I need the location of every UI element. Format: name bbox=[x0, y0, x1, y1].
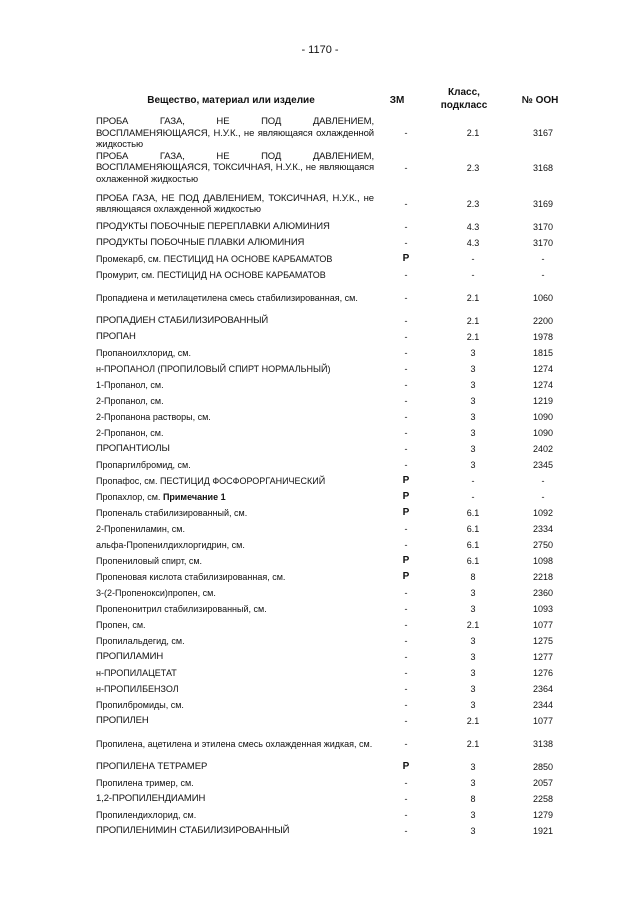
substance-text: Пропафос, см. ПЕСТИЦИД ФОСФОРОРГАНИЧЕСКИЙ bbox=[96, 475, 326, 486]
zm-value: - bbox=[404, 793, 408, 804]
un-number-value: 1279 bbox=[532, 809, 554, 820]
substance-name bbox=[96, 604, 374, 615]
zm-value: - bbox=[404, 683, 408, 694]
class-value: 3 bbox=[470, 363, 476, 374]
note-reference: Примечание 1 bbox=[162, 491, 226, 502]
substance-text: Пропилена, ацетилена и этилена смесь охлажденная жидкая, см. bbox=[96, 738, 373, 749]
table-body bbox=[96, 116, 578, 839]
table-row bbox=[96, 681, 578, 697]
zm-value: - bbox=[404, 162, 408, 173]
substance-name bbox=[96, 761, 374, 773]
zm-value: - bbox=[404, 809, 408, 820]
un-number-value: 1077 bbox=[532, 619, 554, 630]
substance-text: ПРОБА ГАЗА, НЕ ПОД ДАВЛЕНИЕМ, ВОСПЛАМЕНЯЮЩАЯСЯ, ТОКСИЧНАЯ, Н.У.К., не являющаяся охлаженной жидкостью bbox=[96, 150, 374, 185]
class-value: 2.1 bbox=[466, 619, 480, 630]
zm-value: - bbox=[404, 379, 408, 390]
zm-value: - bbox=[404, 198, 408, 209]
un-number-value: 1060 bbox=[532, 292, 554, 303]
zm-value: - bbox=[404, 363, 408, 374]
un-number-value: 2057 bbox=[532, 777, 554, 788]
class-value: 2.1 bbox=[466, 331, 480, 342]
zm-value: - bbox=[404, 459, 408, 470]
substance-name bbox=[96, 221, 374, 233]
substance-name bbox=[96, 524, 374, 535]
substance-name bbox=[96, 237, 374, 249]
substance-name bbox=[96, 793, 374, 805]
un-number-value: 2364 bbox=[532, 683, 554, 694]
substance-text: 1,2-ПРОПИЛЕНДИАМИН bbox=[96, 793, 206, 805]
zm-value: - bbox=[404, 777, 408, 788]
table-row bbox=[96, 377, 578, 393]
un-number-value: - bbox=[541, 269, 545, 280]
header-substance: Вещество, материал или изделие bbox=[147, 95, 315, 106]
un-number-value: 3138 bbox=[532, 738, 554, 749]
un-number-value: 2218 bbox=[532, 571, 554, 582]
zm-value: - bbox=[404, 619, 408, 630]
substance-text: Промурит, см. ПЕСТИЦИД НА ОСНОВЕ КАРБАМАТОВ bbox=[96, 269, 326, 280]
page-number: - 1170 - bbox=[301, 44, 339, 56]
header-zm: ЗМ bbox=[389, 95, 405, 106]
zm-value: - bbox=[404, 635, 408, 646]
class-value: 3 bbox=[470, 443, 476, 454]
class-value: 3 bbox=[470, 603, 476, 614]
substance-name bbox=[96, 810, 374, 821]
zm-value: - bbox=[404, 315, 408, 326]
substance-text: Пропилендихлорид, см. bbox=[96, 809, 197, 820]
class-value: - bbox=[471, 491, 475, 502]
substance-name bbox=[96, 293, 374, 304]
class-value: 3 bbox=[470, 699, 476, 710]
class-value: 2.3 bbox=[466, 198, 480, 209]
class-value: - bbox=[471, 475, 475, 486]
un-number-value: 3170 bbox=[532, 221, 554, 232]
substance-name bbox=[96, 556, 374, 567]
zm-value: - bbox=[404, 331, 408, 342]
substance-name bbox=[96, 380, 374, 391]
table-row bbox=[96, 775, 578, 791]
substance-text: н-ПРОПИЛАЦЕТАТ bbox=[96, 667, 177, 678]
substance-text: Пропаргилбромид, см. bbox=[96, 459, 191, 470]
un-number-value: 1098 bbox=[532, 555, 554, 566]
zm-value: - bbox=[404, 292, 408, 303]
substance-text: ПРОПИЛЕНИМИН СТАБИЛИЗИРОВАННЫЙ bbox=[96, 825, 290, 837]
zm-value: - bbox=[404, 539, 408, 550]
zm-value: - bbox=[404, 523, 408, 534]
table-row bbox=[96, 489, 578, 505]
substance-name bbox=[96, 636, 374, 647]
substance-name bbox=[96, 492, 374, 503]
un-number-value: - bbox=[541, 491, 545, 502]
class-value: 3 bbox=[470, 395, 476, 406]
class-value: 6.1 bbox=[466, 539, 480, 550]
zm-value: - bbox=[404, 825, 408, 836]
substance-name bbox=[96, 331, 374, 343]
table-row bbox=[96, 313, 578, 329]
substance-name bbox=[96, 443, 374, 455]
zm-value: - bbox=[404, 651, 408, 662]
table-row bbox=[96, 409, 578, 425]
table-row bbox=[96, 807, 578, 823]
class-value: 2.3 bbox=[466, 162, 480, 173]
zm-value: - bbox=[404, 603, 408, 614]
zm-value: - bbox=[404, 443, 408, 454]
table-row bbox=[96, 791, 578, 807]
zm-value: P bbox=[402, 474, 410, 486]
table-row bbox=[96, 601, 578, 617]
table-row bbox=[96, 823, 578, 839]
class-value: 3 bbox=[470, 809, 476, 820]
header-class bbox=[426, 86, 502, 112]
class-value: 3 bbox=[470, 667, 476, 678]
substance-text: 3-(2-Пропенокси)пропен, см. bbox=[96, 587, 216, 598]
substance-text: Пропеналь стабилизированный, см. bbox=[96, 507, 248, 518]
substance-name bbox=[96, 193, 374, 216]
un-number-value: 1092 bbox=[532, 507, 554, 518]
class-value: 6.1 bbox=[466, 507, 480, 518]
substance-name bbox=[96, 151, 374, 186]
class-value: 6.1 bbox=[466, 555, 480, 566]
class-value: 3 bbox=[470, 587, 476, 598]
substance-name bbox=[96, 476, 374, 487]
class-value: 4.3 bbox=[466, 221, 480, 232]
substance-text: 2-Пропанон, см. bbox=[96, 427, 164, 438]
zm-value: - bbox=[404, 715, 408, 726]
un-number-value: 3170 bbox=[532, 237, 554, 248]
table-row bbox=[96, 537, 578, 553]
table-row bbox=[96, 729, 578, 759]
class-value: 4.3 bbox=[466, 237, 480, 248]
class-value: 8 bbox=[470, 571, 476, 582]
un-number-value: 2258 bbox=[532, 793, 554, 804]
substance-name bbox=[96, 715, 374, 727]
class-value: 3 bbox=[470, 347, 476, 358]
zm-value: - bbox=[404, 128, 408, 139]
un-number-value: 2750 bbox=[532, 539, 554, 550]
zm-value: P bbox=[402, 554, 410, 566]
zm-value: P bbox=[402, 570, 410, 582]
zm-value: - bbox=[404, 411, 408, 422]
zm-value: - bbox=[404, 667, 408, 678]
class-value: 8 bbox=[470, 793, 476, 804]
substance-name bbox=[96, 348, 374, 359]
substance-text: ПРОПИЛАМИН bbox=[96, 651, 164, 663]
substance-text: 2-Пропанол, см. bbox=[96, 395, 164, 406]
substance-name bbox=[96, 270, 374, 281]
table-row bbox=[96, 759, 578, 775]
table-row bbox=[96, 633, 578, 649]
zm-value: - bbox=[404, 347, 408, 358]
zm-value: P bbox=[402, 490, 410, 502]
class-value: 3 bbox=[470, 761, 476, 772]
zm-value: - bbox=[404, 269, 408, 280]
zm-value: - bbox=[404, 427, 408, 438]
substance-name bbox=[96, 412, 374, 423]
substance-name bbox=[96, 778, 374, 789]
un-number-value: 1815 bbox=[532, 347, 554, 358]
substance-name bbox=[96, 651, 374, 663]
class-value: 3 bbox=[470, 427, 476, 438]
substance-text: 1-Пропанол, см. bbox=[96, 379, 164, 390]
substance-name bbox=[96, 428, 374, 439]
class-value: 2.1 bbox=[466, 128, 480, 139]
class-value: 2.1 bbox=[466, 292, 480, 303]
substance-name bbox=[96, 668, 374, 679]
table-row bbox=[96, 457, 578, 473]
table-row bbox=[96, 235, 578, 251]
table-row bbox=[96, 251, 578, 267]
substance-text: Пропениловый спирт, см. bbox=[96, 555, 203, 566]
un-number-value: 1277 bbox=[532, 651, 554, 662]
substance-name bbox=[96, 620, 374, 631]
substance-text: ПРОПИЛЕНА ТЕТРАМЕР bbox=[96, 761, 208, 773]
substance-name bbox=[96, 825, 374, 837]
un-number-value: 1274 bbox=[532, 363, 554, 374]
class-value: - bbox=[471, 253, 475, 264]
class-value: - bbox=[471, 269, 475, 280]
table-row bbox=[96, 345, 578, 361]
table-row bbox=[96, 329, 578, 345]
class-value: 3 bbox=[470, 459, 476, 470]
table-row bbox=[96, 585, 578, 601]
table-row bbox=[96, 267, 578, 283]
substance-name bbox=[96, 540, 374, 551]
substance-text: Пропилена тример, см. bbox=[96, 777, 194, 788]
substance-name bbox=[96, 315, 374, 327]
class-value: 3 bbox=[470, 411, 476, 422]
zm-value: P bbox=[402, 760, 410, 772]
class-value: 2.1 bbox=[466, 715, 480, 726]
un-number-value: 1093 bbox=[532, 603, 554, 614]
substance-text: Пропенонитрил стабилизированный, см. bbox=[96, 603, 267, 614]
class-value: 6.1 bbox=[466, 523, 480, 534]
table-row bbox=[96, 665, 578, 681]
table-row bbox=[96, 553, 578, 569]
substance-name bbox=[96, 254, 374, 265]
un-number-value: 3169 bbox=[532, 198, 554, 209]
substance-text: ПРОБА ГАЗА, НЕ ПОД ДАВЛЕНИЕМ, ТОКСИЧНАЯ, Н.У.К., не являющаяся охлажденной жидкостью bbox=[96, 192, 374, 215]
substance-text: ПРОПАДИЕН СТАБИЛИЗИРОВАННЫЙ bbox=[96, 315, 269, 327]
header-class-line1: Класс, bbox=[448, 87, 480, 98]
substance-text: Пропаноилхлорид, см. bbox=[96, 347, 191, 358]
un-number-value: 1090 bbox=[532, 411, 554, 422]
un-number-value: 1077 bbox=[532, 715, 554, 726]
substance-text: Промекарб, см. ПЕСТИЦИД НА ОСНОВЕ КАРБАМАТОВ bbox=[96, 253, 333, 264]
class-value: 3 bbox=[470, 825, 476, 836]
substance-text: Пропилальдегид, см. bbox=[96, 635, 185, 646]
zm-value: P bbox=[402, 506, 410, 518]
un-number-value: 2200 bbox=[532, 315, 554, 326]
table-row bbox=[96, 219, 578, 235]
substance-text: н-ПРОПИЛБЕНЗОЛ bbox=[96, 683, 179, 694]
zm-value: - bbox=[404, 587, 408, 598]
class-value: 2.1 bbox=[466, 738, 480, 749]
table-header bbox=[96, 86, 578, 116]
table-row bbox=[96, 441, 578, 457]
substance-text: ПРОДУКТЫ ПОБОЧНЫЕ ПЕРЕПЛАВКИ АЛЮМИНИЯ bbox=[96, 221, 330, 233]
un-number-value: 2850 bbox=[532, 761, 554, 772]
substance-text: 2-Пропениламин, см. bbox=[96, 523, 185, 534]
un-number-value: 2345 bbox=[532, 459, 554, 470]
zm-value: - bbox=[404, 699, 408, 710]
table-row bbox=[96, 361, 578, 377]
un-number-value: 3168 bbox=[532, 162, 554, 173]
substance-name bbox=[96, 684, 374, 695]
table-row bbox=[96, 425, 578, 441]
table-row bbox=[96, 283, 578, 313]
substance-text: Пропахлор, см. bbox=[96, 491, 161, 502]
substance-name bbox=[96, 588, 374, 599]
table-row bbox=[96, 116, 578, 151]
table-row bbox=[96, 649, 578, 665]
un-number-value: 1274 bbox=[532, 379, 554, 390]
un-number-value: 1275 bbox=[532, 635, 554, 646]
substance-text: Пропеновая кислота стабилизированная, см. bbox=[96, 571, 286, 582]
substance-name bbox=[96, 572, 374, 583]
substance-name bbox=[96, 460, 374, 471]
zm-value: P bbox=[402, 252, 410, 264]
substance-text: Пропадиена и метилацетилена смесь стабилизированная, см. bbox=[96, 292, 358, 303]
substance-text: ПРОДУКТЫ ПОБОЧНЫЕ ПЛАВКИ АЛЮМИНИЯ bbox=[96, 237, 305, 249]
un-number-value: 1219 bbox=[532, 395, 554, 406]
substance-name bbox=[96, 508, 374, 519]
substance-text: Пропилбромиды, см. bbox=[96, 699, 184, 710]
substance-text: ПРОПИЛЕН bbox=[96, 715, 149, 727]
substance-name bbox=[96, 739, 374, 750]
zm-value: - bbox=[404, 237, 408, 248]
class-value: 2.1 bbox=[466, 315, 480, 326]
substance-text: ПРОБА ГАЗА, НЕ ПОД ДАВЛЕНИЕМ, ВОСПЛАМЕНЯЮЩАЯСЯ, Н.У.К., не являющаяся охлажденной жидкостью bbox=[96, 116, 374, 151]
substance-text: Пропен, см. bbox=[96, 619, 146, 630]
substance-name bbox=[96, 116, 374, 151]
un-number-value: 2402 bbox=[532, 443, 554, 454]
substance-text: 2-Пропанона растворы, см. bbox=[96, 411, 211, 422]
substance-text: н-ПРОПАНОЛ (ПРОПИЛОВЫЙ СПИРТ НОРМАЛЬНЫЙ) bbox=[96, 363, 331, 374]
substance-text: ПРОПАНТИОЛЫ bbox=[96, 443, 170, 455]
substance-text: ПРОПАН bbox=[96, 331, 136, 343]
table-row bbox=[96, 569, 578, 585]
un-number-value: 1921 bbox=[532, 825, 554, 836]
zm-value: - bbox=[404, 221, 408, 232]
substance-text: альфа-Пропенилдихлоргидрин, см. bbox=[96, 539, 245, 550]
table-row bbox=[96, 393, 578, 409]
un-number-value: - bbox=[541, 475, 545, 486]
substance-name bbox=[96, 700, 374, 711]
class-value: 3 bbox=[470, 651, 476, 662]
table-row bbox=[96, 147, 578, 189]
table-row bbox=[96, 697, 578, 713]
table-row bbox=[96, 473, 578, 489]
substance-name bbox=[96, 396, 374, 407]
header-un-number: № ООН bbox=[521, 95, 559, 106]
un-number-value: 1276 bbox=[532, 667, 554, 678]
class-value: 3 bbox=[470, 683, 476, 694]
table-row bbox=[96, 713, 578, 729]
un-number-value: 1090 bbox=[532, 427, 554, 438]
substance-name bbox=[96, 364, 374, 375]
un-number-value: 2334 bbox=[532, 523, 554, 534]
zm-value: - bbox=[404, 738, 408, 749]
zm-value: - bbox=[404, 395, 408, 406]
class-value: 3 bbox=[470, 777, 476, 788]
class-value: 3 bbox=[470, 635, 476, 646]
header-class-line2: подкласс bbox=[440, 100, 488, 111]
un-number-value: 3167 bbox=[532, 128, 554, 139]
table-row bbox=[96, 189, 578, 219]
table-row bbox=[96, 505, 578, 521]
table-row bbox=[96, 521, 578, 537]
un-number-value: 2344 bbox=[532, 699, 554, 710]
un-number-value: - bbox=[541, 253, 545, 264]
class-value: 3 bbox=[470, 379, 476, 390]
table-row bbox=[96, 617, 578, 633]
un-number-value: 2360 bbox=[532, 587, 554, 598]
un-number-value: 1978 bbox=[532, 331, 554, 342]
